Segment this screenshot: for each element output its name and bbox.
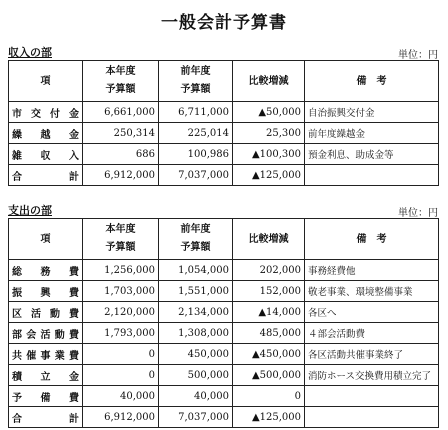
header-prev-line1: 前年度 <box>180 224 211 235</box>
row-item: 積立金 <box>9 365 83 386</box>
table-row <box>9 260 439 281</box>
row-note: 各区へ <box>305 302 439 323</box>
row-current: 0 <box>83 344 159 365</box>
row-previous: 450,000 <box>159 344 233 365</box>
table-row <box>9 365 439 386</box>
row-item: 振興費 <box>9 281 83 302</box>
row-difference: ▲500,000 <box>233 365 305 386</box>
row-current: 1,793,000 <box>83 323 159 344</box>
row-previous: 1,054,000 <box>159 260 233 281</box>
row-difference: ▲50,000 <box>233 102 305 123</box>
row-current: 40,000 <box>83 386 159 407</box>
header-current-line1: 本年度 <box>105 66 136 77</box>
expense-unit-label: 単位：円 <box>398 208 438 219</box>
header-current-line1: 本年度 <box>105 224 136 235</box>
row-previous: 1,308,000 <box>159 323 233 344</box>
row-current: 6,661,000 <box>83 102 159 123</box>
table-row <box>9 281 439 302</box>
header-current-budget <box>83 219 159 260</box>
expense-header-row <box>9 219 439 260</box>
row-current: 6,912,000 <box>83 407 159 428</box>
table-row <box>9 302 439 323</box>
income-unit-label: 単位：円 <box>398 50 438 61</box>
header-note: 備 考 <box>305 61 439 102</box>
row-item: 合計 <box>9 407 83 428</box>
row-difference: ▲125,000 <box>233 165 305 186</box>
row-note: 自治振興交付金 <box>305 102 439 123</box>
row-item: 繰越金 <box>9 123 83 144</box>
row-note: 預金利息、助成金等 <box>305 144 439 165</box>
income-section-label: 収入の部 <box>8 46 52 59</box>
table-row <box>9 323 439 344</box>
row-item: 予備費 <box>9 386 83 407</box>
row-difference: ▲450,000 <box>233 344 305 365</box>
row-difference: 152,000 <box>233 281 305 302</box>
row-difference: 485,000 <box>233 323 305 344</box>
row-note: 消防ホース交換費用積立完了 <box>305 365 439 386</box>
row-note: 前年度繰越金 <box>305 123 439 144</box>
row-difference: 0 <box>233 386 305 407</box>
table-total-row <box>9 165 439 186</box>
row-item: 総務費 <box>9 260 83 281</box>
table-row <box>9 344 439 365</box>
header-current-line2: 予算額 <box>105 84 136 95</box>
income-table <box>8 60 439 186</box>
row-previous: 100,986 <box>159 144 233 165</box>
header-prev-line1: 前年度 <box>180 66 211 77</box>
table-row <box>9 102 439 123</box>
row-previous: 7,037,000 <box>159 407 233 428</box>
row-previous: 2,134,000 <box>159 302 233 323</box>
row-note <box>305 407 439 428</box>
row-previous: 6,711,000 <box>159 102 233 123</box>
expense-section-label: 支出の部 <box>8 204 52 217</box>
row-current: 6,912,000 <box>83 165 159 186</box>
header-current-line2: 予算額 <box>105 242 136 253</box>
row-difference: ▲125,000 <box>233 407 305 428</box>
row-previous: 40,000 <box>159 386 233 407</box>
row-item: 市交付金 <box>9 102 83 123</box>
row-note: 各区活動共催事業終了 <box>305 344 439 365</box>
header-prev-line2: 予算額 <box>180 242 211 253</box>
row-current: 686 <box>83 144 159 165</box>
row-note <box>305 165 439 186</box>
header-difference: 比較増減 <box>233 61 305 102</box>
row-difference: ▲14,000 <box>233 302 305 323</box>
row-difference: 202,000 <box>233 260 305 281</box>
table-row <box>9 123 439 144</box>
row-current: 1,256,000 <box>83 260 159 281</box>
header-item: 項 <box>9 219 83 260</box>
row-previous: 1,551,000 <box>159 281 233 302</box>
row-current: 1,703,000 <box>83 281 159 302</box>
row-previous: 500,000 <box>159 365 233 386</box>
row-item: 合計 <box>9 165 83 186</box>
row-note <box>305 386 439 407</box>
row-item: 共催事業費 <box>9 344 83 365</box>
row-previous: 225,014 <box>159 123 233 144</box>
row-note: 敬老事業、環境整備事業 <box>305 281 439 302</box>
header-item: 項 <box>9 61 83 102</box>
income-header-row <box>9 61 439 102</box>
row-note: ４部会活動費 <box>305 323 439 344</box>
row-current: 2,120,000 <box>83 302 159 323</box>
row-difference: ▲100,300 <box>233 144 305 165</box>
row-difference: 25,300 <box>233 123 305 144</box>
header-difference: 比較増減 <box>233 219 305 260</box>
header-note: 備 考 <box>305 219 439 260</box>
header-previous-budget <box>159 219 233 260</box>
row-item: 区活動費 <box>9 302 83 323</box>
expense-table <box>8 218 439 428</box>
row-current: 0 <box>83 365 159 386</box>
header-current-budget <box>83 61 159 102</box>
row-previous: 7,037,000 <box>159 165 233 186</box>
row-current: 250,314 <box>83 123 159 144</box>
row-note: 事務経費他 <box>305 260 439 281</box>
header-previous-budget <box>159 61 233 102</box>
table-total-row <box>9 407 439 428</box>
row-item: 雑収入 <box>9 144 83 165</box>
row-item: 部会活動費 <box>9 323 83 344</box>
page-title: 一般会計予算書 <box>161 13 287 33</box>
table-row <box>9 386 439 407</box>
table-row <box>9 144 439 165</box>
header-prev-line2: 予算額 <box>180 84 211 95</box>
